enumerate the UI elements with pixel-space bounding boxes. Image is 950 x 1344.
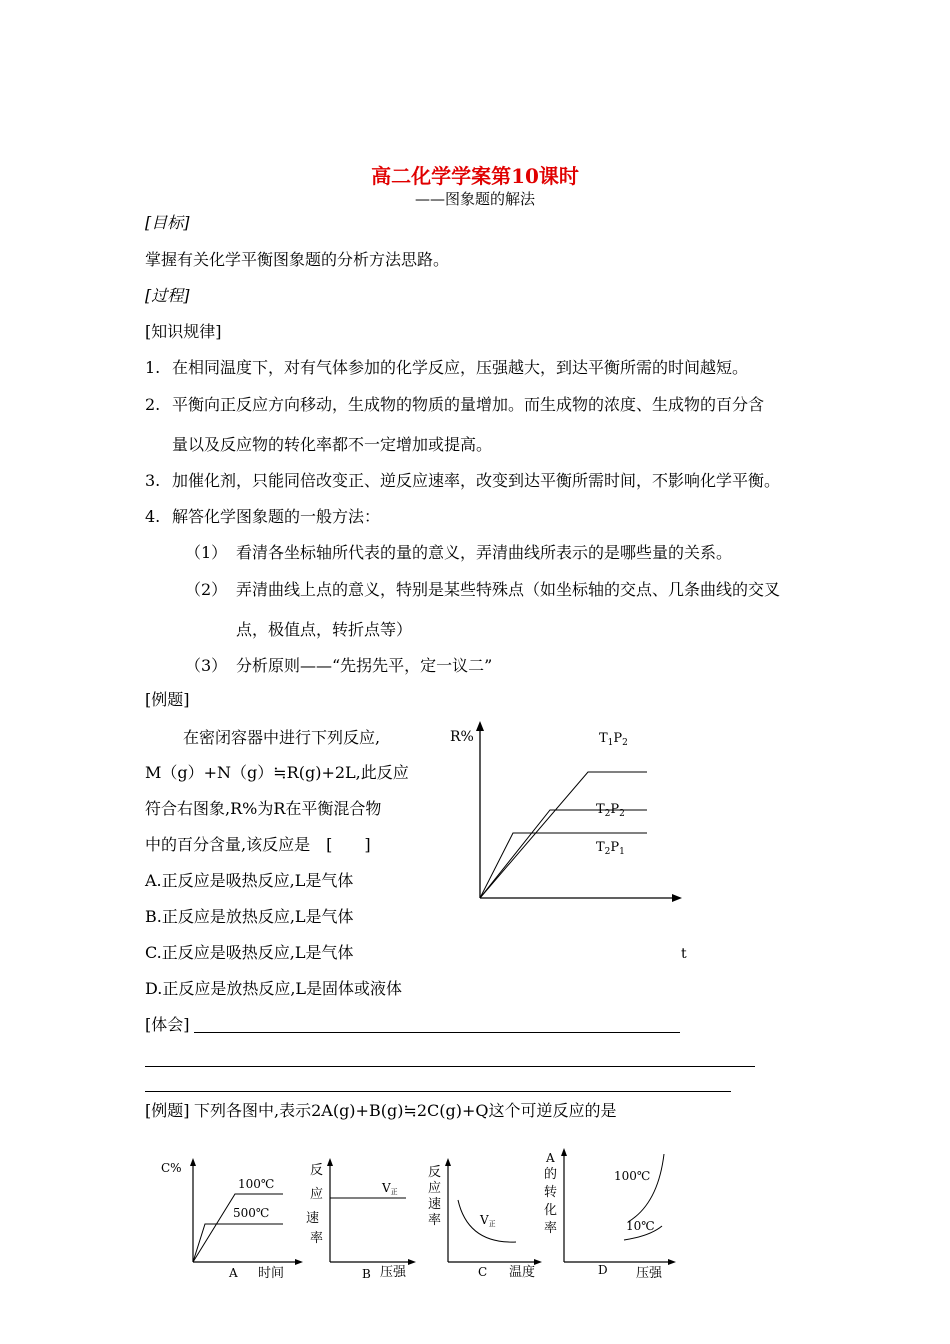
x-axis-label: 温度: [509, 1265, 536, 1280]
rule-number: 1.: [145, 358, 161, 377]
y-axis-arrow-icon: [476, 721, 484, 731]
option-d: D.正反应是放热反应,L是固体或液体: [145, 979, 403, 998]
curve-label-v: V正: [480, 1213, 496, 1228]
example-line: M（g）+N（g）≒R(g)+2L,此反应: [145, 763, 409, 782]
example-heading: [例题]: [145, 690, 190, 709]
curve-label-100c: 100℃: [614, 1169, 651, 1183]
subrule-text: 看清各坐标轴所代表的量的意义，弄清曲线所表示的是哪些量的关系。: [236, 543, 733, 562]
curve-100c: [628, 1154, 664, 1222]
curve-t2p1: [480, 833, 647, 898]
answer-line: [145, 1091, 731, 1092]
process-heading: [过程]: [145, 286, 190, 305]
y-axis-label-char: 速: [306, 1211, 320, 1226]
curve-label-t2p2: $T_2P_2$: [596, 802, 625, 819]
y-axis-label-char: 化: [544, 1203, 558, 1218]
subrule-text-continued: 点，极值点，转折点等）: [236, 620, 413, 639]
knowledge-heading: [知识规律]: [145, 322, 222, 341]
rule-text: 平衡向正反应方向移动，生成物的物质的量增加。而生成物的浓度、生成物的百分含: [172, 395, 765, 414]
example2-heading: [例题]: [145, 1101, 190, 1120]
answer-line: [145, 1066, 755, 1067]
y-axis-arrow-icon: [327, 1158, 333, 1166]
y-axis-label: R%: [450, 729, 474, 745]
reflection-heading: [体会]: [145, 1015, 190, 1034]
x-axis-arrow-icon: [668, 1259, 676, 1265]
example2-text: 下列各图中,表示2A(g)+B(g)≒2C(g)+Q这个可逆反应的是: [194, 1101, 617, 1120]
example-line: 在密闭容器中进行下列反应,: [183, 728, 381, 747]
graph-c: [420, 1152, 550, 1287]
graph-b: [300, 1152, 420, 1287]
example-line: 中的百分含量,该反应是 [ ]: [145, 835, 371, 854]
rule-text: 在相同温度下，对有气体参加的化学反应，压强越大，到达平衡所需的时间越短。: [172, 358, 749, 377]
y-axis-arrow-icon: [445, 1158, 451, 1166]
curve-label-t2p1: $T_2P_1$: [596, 840, 625, 857]
x-axis-label: t: [681, 946, 687, 962]
option-b: B.正反应是放热反应,L是气体: [145, 907, 354, 926]
graph-letter: B: [362, 1267, 371, 1281]
curve-label-100c: 100℃: [238, 1177, 275, 1191]
y-axis-arrow-icon: [561, 1148, 567, 1156]
option-a: A.正反应是吸热反应,L是气体: [145, 871, 354, 890]
y-axis-label-char: A: [546, 1151, 555, 1165]
page-title: 高二化学学案第10课时: [371, 164, 579, 188]
graph-letter: D: [598, 1263, 608, 1277]
y-axis-label-char: 转: [544, 1185, 558, 1200]
y-axis-label-char: 率: [310, 1231, 324, 1246]
curve-label-t1p2: $T_1P_2$: [599, 731, 628, 748]
curve-label-10c: 10℃: [626, 1219, 655, 1233]
goal-text: 掌握有关化学平衡图象题的分析方法思路。: [145, 250, 450, 269]
curve-100c: [193, 1194, 283, 1262]
x-axis-label: 压强: [636, 1266, 663, 1281]
subrule-number: （3）: [185, 656, 228, 675]
curve-t1p2: [480, 772, 647, 898]
rule-text: 加催化剂，只能同倍改变正、逆反应速率，改变到达平衡所需时间，不影响化学平衡。: [172, 471, 781, 490]
x-axis-arrow-icon: [408, 1259, 416, 1265]
y-axis-label-char: 率: [428, 1213, 442, 1228]
x-axis-arrow-icon: [672, 894, 682, 902]
graph-letter: C: [478, 1265, 488, 1279]
rule-number: 3.: [145, 471, 161, 490]
y-axis-label-char: 率: [544, 1221, 558, 1236]
subrule-text: 分析原则——“先拐先平，定一议二”: [236, 656, 493, 675]
rule-number: 4.: [145, 507, 161, 526]
graph-letter: A: [229, 1266, 238, 1280]
graph-a: [155, 1152, 305, 1287]
subrule-text: 弄清曲线上点的意义，特别是某些特殊点（如坐标轴的交点、几条曲线的交叉: [236, 580, 781, 599]
y-axis-arrow-icon: [190, 1158, 196, 1166]
y-axis-label-char: 的: [544, 1167, 558, 1182]
subrule-number: （1）: [185, 543, 228, 562]
x-axis-label: 时间: [258, 1266, 285, 1281]
rule-text-continued: 量以及反应物的转化率都不一定增加或提高。: [172, 435, 493, 454]
graph-d: [540, 1140, 690, 1287]
subrule-number: （2）: [185, 580, 228, 599]
answer-line: [194, 1032, 680, 1033]
r-percent-time-chart: [440, 715, 710, 975]
rule-number: 2.: [145, 395, 161, 414]
y-axis-label-char: 应: [310, 1187, 324, 1202]
y-axis-label-char: 应: [428, 1181, 442, 1196]
curve-500c: [193, 1224, 283, 1262]
rule-text: 解答化学图象题的一般方法：: [172, 507, 381, 526]
page-subtitle: ——图象题的解法: [414, 190, 535, 208]
y-axis-label-char: 反: [310, 1163, 324, 1178]
option-c: C.正反应是吸热反应,L是气体: [145, 943, 354, 962]
curve-label-500c: 500℃: [233, 1206, 270, 1220]
goal-heading: [目标]: [145, 213, 190, 232]
y-axis-label-char: 速: [428, 1197, 442, 1212]
curve-label-v: V正: [382, 1181, 398, 1196]
x-axis-label: 压强: [380, 1265, 407, 1280]
y-axis-label-char: 反: [428, 1165, 442, 1180]
example-line: 符合右图象,R%为R在平衡混合物: [145, 799, 382, 818]
y-axis-label: C%: [161, 1161, 182, 1175]
